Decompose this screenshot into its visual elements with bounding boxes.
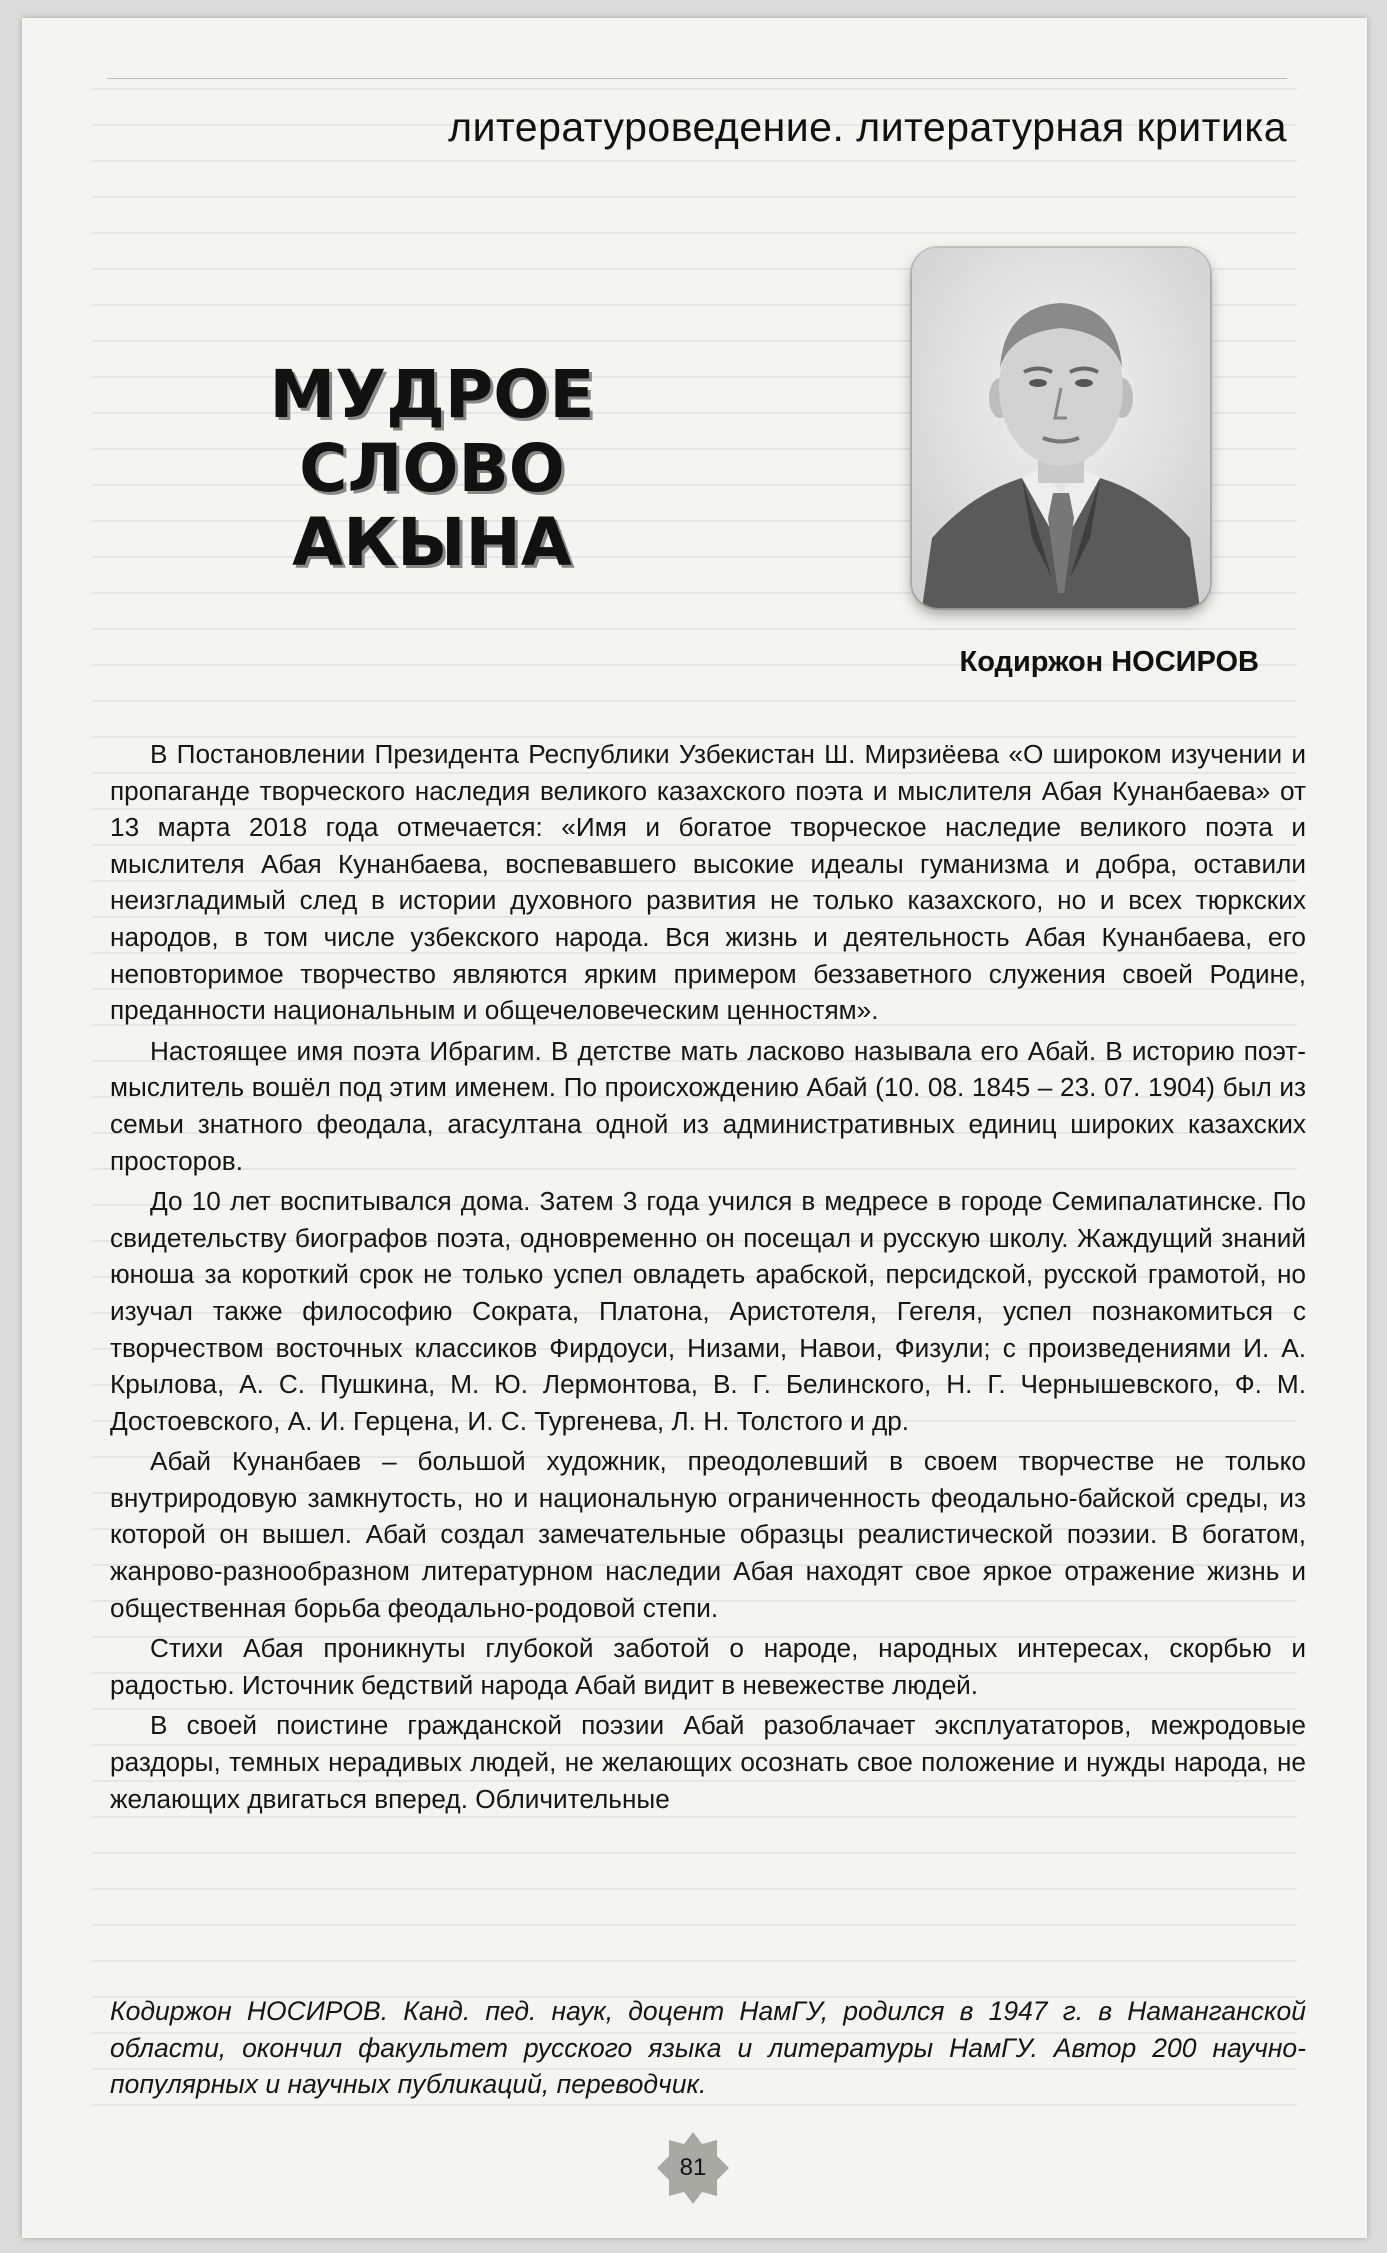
headline-line-1: МУДРОЕ СЛОВО <box>269 356 595 507</box>
paragraph: В своей поистине гражданской поэзии Абай разоблачает эксплуататоров, межродовые раздоры, темных нерадивых людей, не желающих осознать свое положение и нужды народа, не желающих двигаться вперед. Обличительные <box>110 1710 1306 1814</box>
header-rule <box>107 78 1287 79</box>
paragraph: Абай Кунанбаев – большой художник, преодолевший в своем творчестве не только внутриродовую замкнутость, но и национальную ограниченность феодально-байской среды, из которой он вышел. Абай создал замечательные образцы реалистической поэзии. В богатом, жанрово-разнообразном литературном наследии Абая находят свое яркое отражение жизнь и общественная борьба феодально-родовой степи. <box>110 1446 1306 1623</box>
article-body <box>110 736 1306 1821</box>
magazine-page <box>22 18 1367 2238</box>
paragraph: До 10 лет воспитывался дома. Затем 3 года учился в медресе в городе Семипалатинске. По свидетельству биографов поэта, одновременно он посещал и русскую школу. Жаждущий знаний юноша за короткий срок не только успел овладеть арабской, персидской, русской грамотой, но изучал также философию Сократа, Платона, Аристотеля, Гегеля, успел познакомиться с творчеством восточных классиков Фирдоуси, Низами, Навои, Физули; с произведениями И. А. Крылова, А. С. Пушкина, М. Ю. Лермонтова, В. Г. Белинского, Н. Г. Чернышевского, Ф. М. Достоевского, А. И. Герцена, И. С. Тургенева, Л. Н. Толстого и др. <box>110 1186 1306 1436</box>
section-title: литературоведение. литературная критика <box>448 104 1287 150</box>
author-name: Кодиржон НОСИРОВ <box>959 646 1259 678</box>
paragraph: Стихи Абая проникнуты глубокой заботой о народе, народных интересах, скорбью и радостью. Источник бедствий народа Абай видит в невежестве людей. <box>110 1633 1306 1700</box>
paragraph: В Постановлении Президента Республики Узбекистан Ш. Мирзиёева «О широком изучении и пропаганде творческого наследия великого казахского поэта и мыслителя Абая Кунанбаева» от 13 марта 2018 года отмечается: «Имя и богатое творческое наследие великого поэта и мыслителя Абая Кунанбаева, воспевавшего высокие идеалы гуманизма и добра, оставили неизгладимый след в истории духовного развития не только казахского, но и всех тюркских народов, в том числе узбекского народа. Вся жизнь и деятельность Абая Кунанбаева, его неповторимое творчество являются ярким примером беззаветного служения своей Родине, преданности национальным и общечеловеческим ценностям». <box>110 739 1306 1026</box>
author-bio: Кодиржон НОСИРОВ. Канд. пед. наук, доцент НамГУ, родился в 1947 г. в Наманганской области, окончил факультет русского языка и литературы НамГУ. Автор 200 научно-популярных и научных публикаций, переводчик. <box>110 1996 1306 2100</box>
headline-line-2: АКЫНА <box>292 504 572 581</box>
portrait-image <box>912 248 1210 608</box>
paragraph: Настоящее имя поэта Ибрагим. В детстве мать ласково называла его Абай. В историю поэт-мыслитель вошёл под этим именем. По происхождению Абай (10. 08. 1845 – 23. 07. 1904) был из семьи знатного феодала, агасултана одной из административных единиц широких казахских просторов. <box>110 1035 1306 1176</box>
page-number: 81 <box>679 2154 707 2181</box>
article-headline <box>202 358 662 580</box>
author-portrait <box>912 248 1210 608</box>
